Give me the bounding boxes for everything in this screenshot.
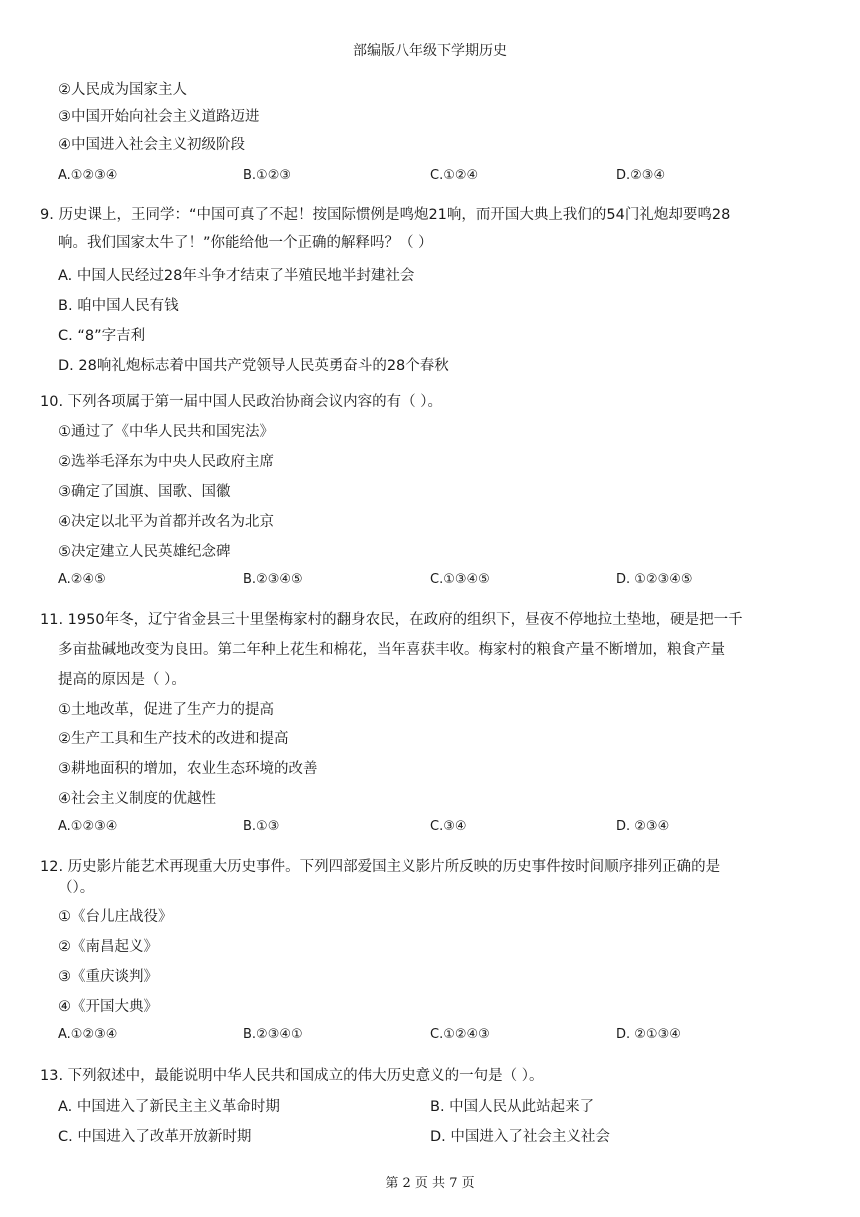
q11-stem-line1: 11. 1950年冬，辽宁省金县三十里堡梅家村的翻身农民，在政府的组织下，昼夜不停地拉土垫地，硬是把一千 [40, 612, 743, 628]
q10-item-1: ①通过了《中华人民共和国宪法》 [58, 424, 274, 440]
q12-option-b: B.②③④① [243, 1027, 303, 1042]
q11-option-b: B.①③ [243, 819, 280, 834]
q11-stem-line3: 提高的原因是（ ）。 [58, 672, 186, 688]
q9-option-b: B. 咱中国人民有钱 [58, 298, 179, 314]
q13-option-a: A. 中国进入了新民主主义革命时期 [58, 1099, 280, 1115]
q8-option-d: D.②③④ [616, 168, 666, 183]
q10-item-5: ⑤决定建立人民英雄纪念碑 [58, 544, 231, 560]
q13-option-b: B. 中国人民从此站起来了 [430, 1099, 595, 1115]
q10-option-d: D. ①②③④⑤ [616, 572, 693, 587]
q8-item-3: ③中国开始向社会主义道路迈进 [58, 109, 260, 125]
q10-item-3: ③确定了国旗、国歌、国徽 [58, 484, 231, 500]
q12-item-3: ③《重庆谈判》 [58, 969, 158, 985]
q11-option-c: C.③④ [430, 819, 467, 834]
q10-option-c: C.①③④⑤ [430, 572, 490, 587]
q10-item-2: ②选举毛泽东为中央人民政府主席 [58, 454, 274, 470]
q8-option-b: B.①②③ [243, 168, 292, 183]
q9-option-d: D. 28响礼炮标志着中国共产党领导人民英勇奋斗的28个春秋 [58, 358, 449, 374]
q8-option-a: A.①②③④ [58, 168, 118, 183]
q11-stem-line2: 多亩盐碱地改变为良田。第二年种上花生和棉花，当年喜获丰收。梅家村的粮食产量不断增加，粮食产量 [58, 642, 725, 658]
q11-item-4: ④社会主义制度的优越性 [58, 791, 216, 807]
q12-item-4: ④《开国大典》 [58, 999, 158, 1015]
q11-item-2: ②生产工具和生产技术的改进和提高 [58, 731, 289, 747]
q12-stem-line1: 12. 历史影片能艺术再现重大历史事件。下列四部爱国主义影片所反映的历史事件按时间顺序排列正确的是 [40, 859, 721, 875]
q13-option-c: C. 中国进入了改革开放新时期 [58, 1129, 252, 1145]
q10-option-b: B.②③④⑤ [243, 572, 303, 587]
q10-stem: 10. 下列各项属于第一届中国人民政治协商会议内容的有（ ）。 [40, 394, 443, 410]
q8-option-c: C.①②④ [430, 168, 479, 183]
q12-stem-line2: （）。 [58, 880, 95, 896]
q11-item-1: ①土地改革，促进了生产力的提高 [58, 702, 274, 718]
q11-option-a: A.①②③④ [58, 819, 118, 834]
q9-option-a: A. 中国人民经过28年斗争才结束了半殖民地半封建社会 [58, 268, 415, 284]
q13-stem: 13. 下列叙述中，最能说明中华人民共和国成立的伟大历史意义的一句是（ ）。 [40, 1068, 544, 1084]
q10-item-4: ④决定以北平为首都并改名为北京 [58, 514, 274, 530]
q11-option-d: D. ②③④ [616, 819, 670, 834]
q12-option-d: D. ②①③④ [616, 1027, 681, 1042]
q13-option-d: D. 中国进入了社会主义社会 [430, 1129, 610, 1145]
q12-item-2: ②《南昌起义》 [58, 939, 158, 955]
q8-item-4: ④中国进入社会主义初级阶段 [58, 137, 245, 153]
q12-option-c: C.①②④③ [430, 1027, 490, 1042]
q12-option-a: A.①②③④ [58, 1027, 118, 1042]
q9-stem-line1: 9. 历史课上，王同学：“中国可真了不起！按国际惯例是鸣炮21响，而开国大典上我们的54门礼炮却要鸣28 [40, 207, 731, 223]
page-header: 部编版八年级下学期历史 [353, 43, 507, 59]
q10-option-a: A.②④⑤ [58, 572, 106, 587]
page-footer: 第 2 页 共 7 页 [385, 1176, 475, 1191]
q9-option-c: C. “8”字吉利 [58, 328, 146, 344]
q12-item-1: ①《台儿庄战役》 [58, 909, 173, 925]
q9-stem-line2: 响。我们国家太牛了！”你能给他一个正确的解释吗？（ ） [58, 235, 433, 251]
q8-item-2: ②人民成为国家主人 [58, 82, 187, 98]
q11-item-3: ③耕地面积的增加，农业生态环境的改善 [58, 761, 318, 777]
